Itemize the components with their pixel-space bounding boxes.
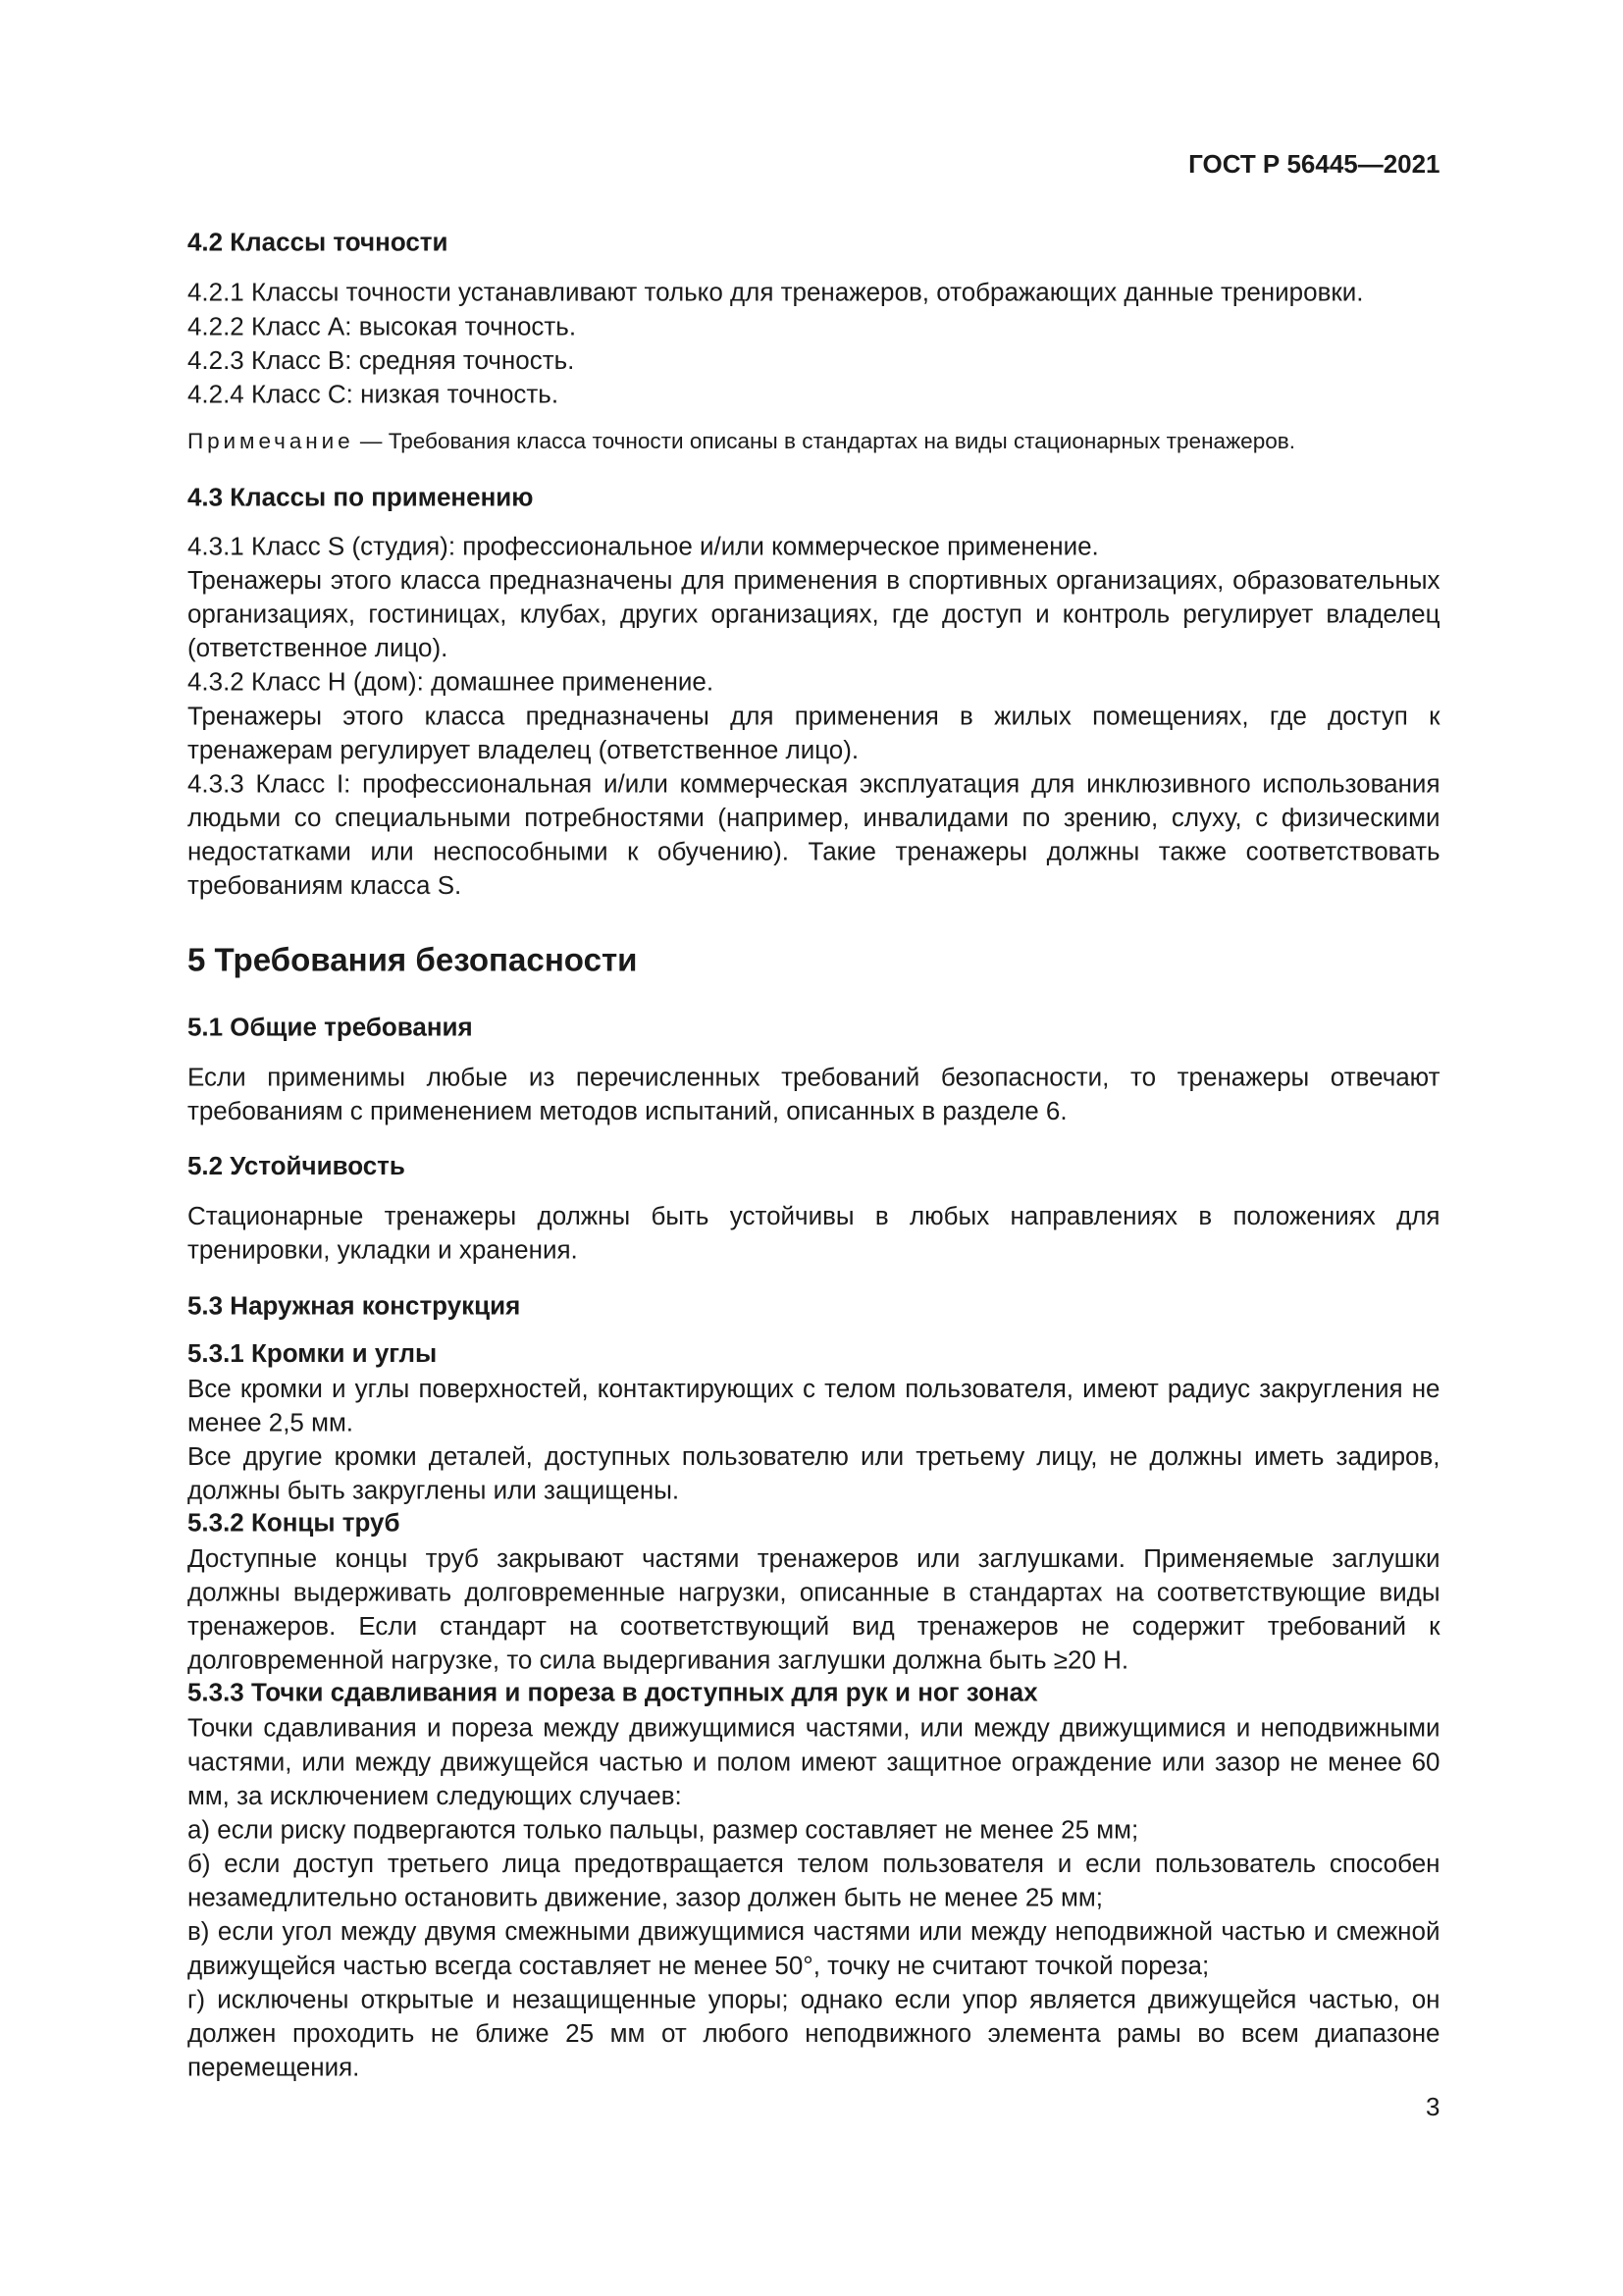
item-d: г) исключены открытые и незащищенные упоры; однако если упор является движущейся частью, он должен проходить не ближе 25 мм от любого неподвижного элемента рамы во всем диапазоне перемещения. [186, 1984, 1440, 2082]
section-5-3-1-p2: Все другие кромки деталей, доступных пользователю или третьему лицу, не должны иметь задиров, должны быть закруглены или защищены. [186, 1441, 1440, 1505]
item-c: в) если угол между двумя смежными движущимися частями или между неподвижной частью и смежной движущейся частью всегда составляет не менее 50°, точку не считают точкой пореза; [186, 1916, 1440, 1980]
note-label: Примечание [186, 429, 354, 455]
section-4-3-heading: 4.3 Классы по применению [186, 482, 534, 512]
section-5-3-3-p1: Точки сдавливания и пореза между движущимися частями, или между движущимися и неподвижными частями, или между движущейся частью и полом имеют защитное ограждение или зазор не менее 60 мм, за исключением следующих случаев: [186, 1712, 1440, 1811]
item-a: а) если риску подвергаются только пальцы, размер составляет не менее 25 мм; [186, 1814, 1139, 1845]
section-5-3-2-p1: Доступные концы труб закрывают частями тренажеров или заглушками. Применяемые заглушки должны выдерживать долговременные нагрузки, описанные в стандартах на соответствующие виды тренажеров. Если стандарт на соответствующий вид тренажеров не содержит требований к долговременной нагрузке, то сила выдергивания заглушки должна быть ≥20 Н. [186, 1542, 1440, 1676]
clause-4-2-1: 4.2.1 Классы точности устанавливают только для тренажеров, отображающих данные тренировки. [186, 277, 1364, 307]
page-number: 3 [1426, 2092, 1440, 2122]
section-5-1-text: Если применимы любые из перечисленных требований безопасности, то тренажеры отвечают требованиям с применением методов испытаний, описанных в разделе 6. [186, 1062, 1440, 1126]
clause-4-3-1: 4.3.1 Класс S (студия): профессиональное и/или коммерческое применение. [186, 531, 1099, 561]
clause-4-3-2: 4.3.2 Класс Н (дом): домашнее применение. [186, 666, 714, 697]
note-text: — Требования класса точности описаны в стандартах на виды стационарных тренажеров. [353, 429, 1296, 455]
section-5-3-heading: 5.3 Наружная конструкция [186, 1290, 521, 1321]
section-5-3-1-p1: Все кромки и углы поверхностей, контактирующих с телом пользователя, имеют радиус закругления не менее 2,5 мм. [186, 1373, 1440, 1437]
clause-4-2-3: 4.2.3 Класс В: средняя точность. [186, 344, 575, 375]
section-5-3-3-heading: 5.3.3 Точки сдавливания и пореза в доступных для рук и ног зонах [186, 1677, 1038, 1707]
clause-4-2-2: 4.2.2 Класс А: высокая точность. [186, 311, 577, 341]
standard-code-header: ГОСТ Р 56445—2021 [1188, 148, 1440, 179]
item-b: б) если доступ третьего лица предотвращается телом пользователя и если пользователь способен незамедлительно остановить движение, зазор должен быть не менее 25 мм; [186, 1849, 1440, 1912]
clause-4-3-1-text: Тренажеры этого класса предназначены для применения в спортивных организациях, образовательных организациях, гостиницах, клубах, других организациях, где доступ и контроль регулирует владелец (ответственное лицо). [186, 564, 1440, 663]
clause-4-2-4: 4.2.4 Класс С: низкая точность. [186, 379, 559, 409]
section-5-3-2-heading: 5.3.2 Концы труб [186, 1507, 400, 1538]
section-5-heading: 5 Требования безопасности [186, 941, 638, 978]
section-5-1-heading: 5.1 Общие требования [186, 1012, 473, 1042]
clause-4-3-3: 4.3.3 Класс I: профессиональная и/или коммерческая эксплуатация для инклюзивного использования людьми со специальными потребностями (например, инвалидами по зрению, слуху, с физическими недостатками или неспособными к обучению). Такие тренажеры должны также соответствовать требованиям класса S. [186, 768, 1440, 901]
section-5-3-1-heading: 5.3.1 Кромки и углы [186, 1337, 438, 1368]
section-5-2-text: Стационарные тренажеры должны быть устойчивы в любых направлениях в положениях для тренировки, укладки и хранения. [186, 1200, 1440, 1265]
section-5-2-heading: 5.2 Устойчивость [186, 1150, 405, 1180]
note [187, 430, 1295, 455]
section-4-2-heading: 4.2 Классы точности [186, 227, 448, 257]
clause-4-3-2-text: Тренажеры этого класса предназначены для применения в жилых помещениях, где доступ к тренажерам регулирует владелец (ответственное лицо). [186, 701, 1440, 765]
